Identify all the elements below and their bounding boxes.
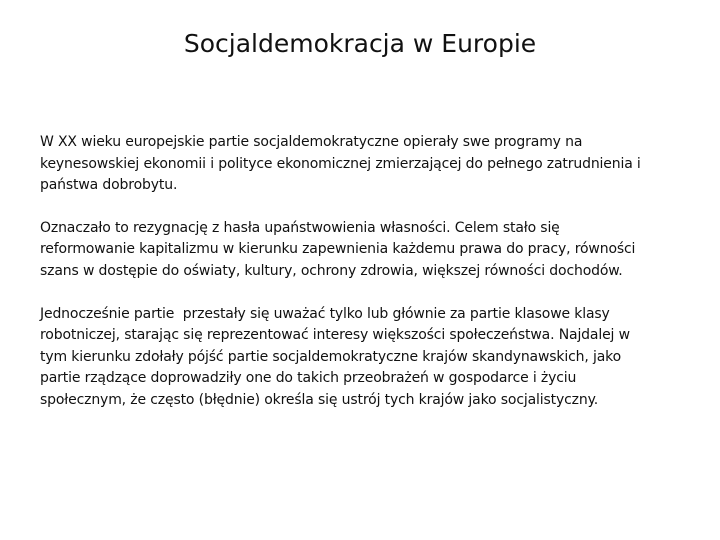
slide-title: Socjaldemokracja w Europie xyxy=(183,29,537,58)
slide-body xyxy=(40,132,690,433)
paragraph-3: Jednocześnie partie przestały się uważać tylko lub głównie za partie klasowe klasy robotniczej, starając się reprezentować interesy większości społeczeństwa. Najdalej w tym kierunku zdołały pójść partie socjaldemokratyczne krajów skandynawskich, jako partie rządzące doprowadziły one do takich przeobrażeń w gospodarce i życiu społecznym, że często (błędnie) określa się ustrój tych krajów jako socjalistyczny. xyxy=(40,305,630,408)
paragraph-1: W XX wieku europejskie partie socjaldemokratyczne opierały swe programy na keynesowskiej ekonomii i polityce ekonomicznej zmierzającej do pełnego zatrudnienia i państwa dobrobytu. xyxy=(40,134,641,194)
paragraph-2: Oznaczało to rezygnację z hasła upaństwowienia własności. Celem stało się reformowanie kapitalizmu w kierunku zapewnienia każdemu prawa do pracy, równości szans w dostępie do oświaty, kultury, ochrony zdrowia, większej równości dochodów. xyxy=(40,219,636,279)
